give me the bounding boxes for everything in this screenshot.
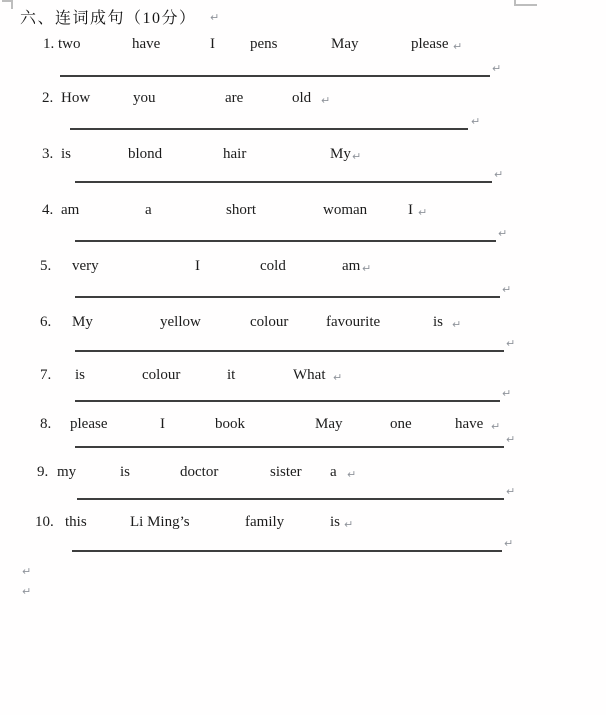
question-word: book	[215, 416, 245, 432]
question-number: 5.	[40, 258, 52, 274]
pilcrow-mark: ↵	[347, 468, 357, 481]
question-word: please	[70, 416, 108, 432]
answer-blank-9[interactable]	[77, 498, 504, 500]
question-word: I	[408, 202, 413, 218]
question-word: very	[72, 258, 99, 274]
question-word: hair	[223, 146, 247, 162]
question-word: cold	[260, 258, 286, 274]
question-word: it	[227, 367, 236, 383]
question-word: short	[226, 202, 256, 218]
question-word: How	[61, 90, 91, 106]
question-word: woman	[323, 202, 368, 218]
question-word: I	[160, 416, 165, 432]
question-word: I	[210, 36, 215, 52]
pilcrow-mark: ↵	[452, 318, 462, 331]
pilcrow-mark: ↵	[344, 518, 354, 531]
answer-blank-3[interactable]	[75, 181, 492, 183]
question-word: have	[132, 36, 161, 52]
question-number: 3.	[42, 146, 54, 162]
question-word: am	[61, 202, 80, 218]
question-word: am	[342, 258, 361, 274]
pilcrow-mark: ↵	[22, 565, 32, 578]
question-word: yellow	[160, 314, 201, 330]
pilcrow-mark: ↵	[22, 585, 32, 598]
question-word: doctor	[180, 464, 219, 480]
answer-blank-1[interactable]	[60, 75, 490, 77]
section-title	[20, 5, 197, 28]
question-number: 2.	[42, 90, 54, 106]
pilcrow-mark: ↵	[506, 433, 516, 446]
pilcrow-mark: ↵	[502, 283, 512, 296]
question-word: two	[58, 36, 81, 52]
question-line-10	[0, 514, 606, 534]
question-number: 9.	[37, 464, 49, 480]
question-word: is	[330, 514, 341, 530]
question-word: pens	[250, 36, 278, 52]
pilcrow-mark: ↵	[471, 115, 481, 128]
pilcrow-mark: ↵	[506, 337, 516, 350]
question-word: is	[433, 314, 444, 330]
question-word: colour	[250, 314, 289, 330]
answer-blank-2[interactable]	[70, 128, 468, 130]
question-word: My	[72, 314, 93, 330]
question-word: you	[133, 90, 156, 106]
question-word: I	[195, 258, 200, 274]
answer-blank-4[interactable]	[75, 240, 496, 242]
answer-blank-5[interactable]	[75, 296, 500, 298]
pilcrow-mark: ↵	[321, 94, 331, 107]
pilcrow-mark: ↵	[502, 387, 512, 400]
question-word: blond	[128, 146, 163, 162]
pilcrow-mark: ↵	[453, 40, 463, 53]
question-line-6	[0, 314, 606, 334]
answer-blank-6[interactable]	[75, 350, 504, 352]
question-word: family	[245, 514, 285, 530]
question-word: please	[411, 36, 449, 52]
question-word: sister	[270, 464, 302, 480]
question-line-9	[0, 464, 606, 484]
question-line-7	[0, 367, 606, 387]
pilcrow-mark: ↵	[333, 371, 343, 384]
question-word: favourite	[326, 314, 381, 330]
answer-blank-7[interactable]	[75, 400, 500, 402]
question-word: old	[292, 90, 312, 106]
question-word: May	[331, 36, 359, 52]
answer-blank-10[interactable]	[72, 550, 502, 552]
question-number: 10.	[35, 514, 54, 530]
question-line-2	[0, 90, 606, 110]
question-number: 6.	[40, 314, 52, 330]
question-word: a	[145, 202, 152, 218]
question-word: a	[330, 464, 337, 480]
question-line-3	[0, 146, 606, 166]
pilcrow-mark: ↵	[491, 420, 501, 433]
pilcrow-mark: ↵	[418, 206, 428, 219]
pilcrow-mark: ↵	[498, 227, 508, 240]
question-word: is	[120, 464, 131, 480]
question-word: one	[390, 416, 412, 432]
pilcrow-mark: ↵	[506, 485, 516, 498]
pilcrow-mark: ↵	[210, 11, 220, 24]
question-word: My	[330, 146, 351, 162]
pilcrow-mark: ↵	[362, 262, 372, 275]
pilcrow-mark: ↵	[494, 168, 504, 181]
pilcrow-mark: ↵	[492, 62, 502, 75]
section-title-text: 六、连词成句（10分）	[20, 10, 197, 27]
question-word: is	[75, 367, 86, 383]
question-line-5	[0, 258, 606, 278]
question-word: my	[57, 464, 77, 480]
pilcrow-mark: ↵	[352, 150, 362, 163]
question-word: this	[65, 514, 87, 530]
question-word: colour	[142, 367, 181, 383]
question-word: What	[293, 367, 326, 383]
question-number: 7.	[40, 367, 52, 383]
question-number: 8.	[40, 416, 52, 432]
answer-blank-8[interactable]	[75, 446, 504, 448]
question-word: is	[61, 146, 72, 162]
question-word: are	[225, 90, 244, 106]
question-number: 4.	[42, 202, 54, 218]
question-word: have	[455, 416, 484, 432]
question-number: 1.	[43, 36, 55, 52]
question-line-8	[0, 416, 606, 436]
question-word: May	[315, 416, 343, 432]
question-line-4	[0, 202, 606, 222]
question-word: Li Ming’s	[130, 514, 190, 530]
question-line-1	[0, 36, 606, 56]
pilcrow-mark: ↵	[504, 537, 514, 550]
